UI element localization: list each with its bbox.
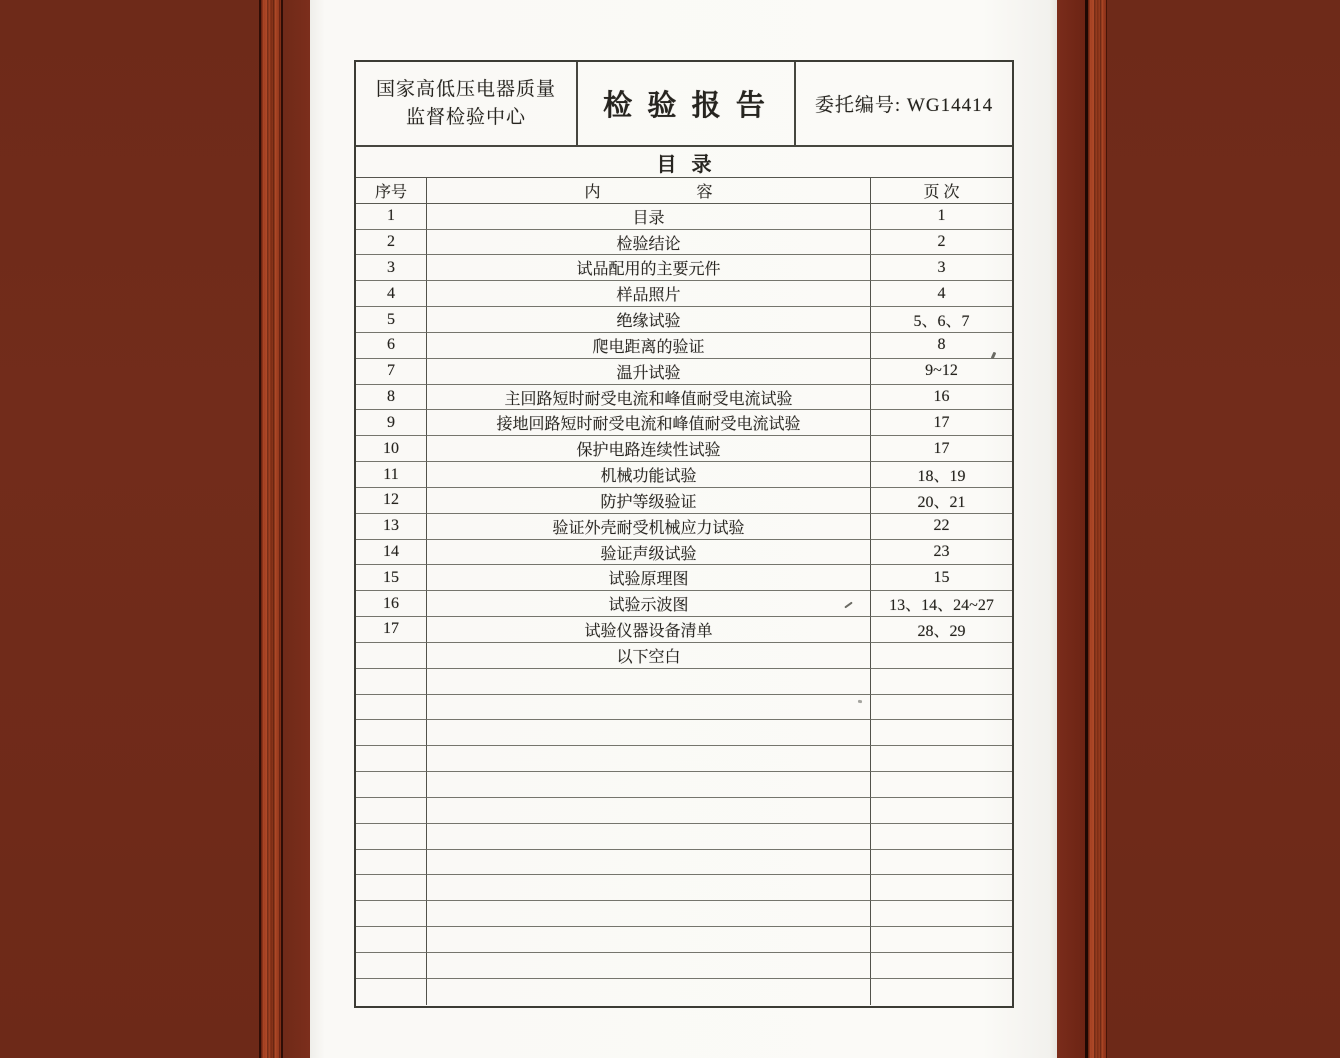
row-content <box>427 824 871 850</box>
row-content <box>427 901 871 927</box>
row-index <box>356 643 427 669</box>
toc-title-row <box>356 147 1012 178</box>
row-page <box>871 824 1012 850</box>
row-page: 17 <box>871 436 1012 462</box>
row-content: 机械功能试验 <box>427 462 871 488</box>
commission-number: 委托编号: WG14414 <box>814 95 994 116</box>
row-index <box>356 746 427 772</box>
row-content <box>427 746 871 772</box>
row-content: 验证声级试验 <box>427 540 871 566</box>
column-header-content: 内 容 <box>427 178 871 204</box>
report-header <box>356 62 1012 147</box>
row-content: 温升试验 <box>427 359 871 385</box>
row-content: 样品照片 <box>427 281 871 307</box>
row-index: 7 <box>356 359 427 385</box>
row-content: 试验仪器设备清单 <box>427 617 871 643</box>
frame-background-left <box>0 0 259 1058</box>
row-content: 主回路短时耐受电流和峰值耐受电流试验 <box>427 385 871 411</box>
row-index: 2 <box>356 230 427 256</box>
row-index <box>356 953 427 979</box>
row-page: 1 <box>871 204 1012 230</box>
row-index: 15 <box>356 565 427 591</box>
row-content: 绝缘试验 <box>427 307 871 333</box>
row-page: 16 <box>871 385 1012 411</box>
organization-name-line2: 监督检验中心 <box>405 106 526 128</box>
row-page <box>871 720 1012 746</box>
row-index <box>356 798 427 824</box>
row-page: 2 <box>871 230 1012 256</box>
row-index: 5 <box>356 307 427 333</box>
scan-artifact <box>858 700 862 704</box>
row-page: 13、14、24~27 <box>871 591 1012 617</box>
frame-wood-strip-right <box>1085 0 1107 1058</box>
commission-number-cell <box>796 62 1012 145</box>
row-content <box>427 875 871 901</box>
report-title-cell <box>578 62 796 145</box>
row-index: 6 <box>356 333 427 359</box>
row-index <box>356 979 427 1005</box>
row-index: 10 <box>356 436 427 462</box>
row-page <box>871 953 1012 979</box>
row-index: 13 <box>356 514 427 540</box>
row-page: 15 <box>871 565 1012 591</box>
row-index <box>356 850 427 876</box>
row-content: 验证外壳耐受机械应力试验 <box>427 514 871 540</box>
row-page: 20、21 <box>871 488 1012 514</box>
row-page: 5、6、7 <box>871 307 1012 333</box>
scanned-document-page <box>310 0 1057 1058</box>
issuing-organization <box>356 62 578 145</box>
row-index: 16 <box>356 591 427 617</box>
row-page <box>871 669 1012 695</box>
row-index: 4 <box>356 281 427 307</box>
row-index: 11 <box>356 462 427 488</box>
row-page <box>871 643 1012 669</box>
row-page <box>871 901 1012 927</box>
row-content <box>427 695 871 721</box>
row-index: 8 <box>356 385 427 411</box>
row-content <box>427 850 871 876</box>
row-index <box>356 669 427 695</box>
row-index <box>356 927 427 953</box>
row-content: 爬电距离的验证 <box>427 333 871 359</box>
row-page <box>871 798 1012 824</box>
row-index: 9 <box>356 410 427 436</box>
row-page <box>871 746 1012 772</box>
frame-inner-band-left <box>285 0 310 1058</box>
row-page <box>871 772 1012 798</box>
report-title: 检 验 报 告 <box>603 90 769 122</box>
row-content <box>427 720 871 746</box>
row-page: 18、19 <box>871 462 1012 488</box>
frame-wood-strip-left <box>259 0 283 1058</box>
row-page <box>871 850 1012 876</box>
organization-name-line1: 国家高低压电器质量 <box>375 78 556 100</box>
frame-background-right <box>1107 0 1340 1058</box>
column-header-page: 页 次 <box>871 178 1012 204</box>
row-content: 以下空白 <box>427 643 871 669</box>
frame-inner-band-right <box>1057 0 1085 1058</box>
row-content: 检验结论 <box>427 230 871 256</box>
row-content: 接地回路短时耐受电流和峰值耐受电流试验 <box>427 410 871 436</box>
row-content: 试品配用的主要元件 <box>427 255 871 281</box>
row-content: 试验原理图 <box>427 565 871 591</box>
row-index <box>356 720 427 746</box>
row-page <box>871 875 1012 901</box>
row-page: 28、29 <box>871 617 1012 643</box>
row-index: 14 <box>356 540 427 566</box>
toc-grid <box>356 178 1012 1005</box>
row-content: 保护电路连续性试验 <box>427 436 871 462</box>
row-index <box>356 824 427 850</box>
row-index <box>356 772 427 798</box>
row-page: 9~12 <box>871 359 1012 385</box>
row-content <box>427 772 871 798</box>
row-content: 目录 <box>427 204 871 230</box>
row-content: 防护等级验证 <box>427 488 871 514</box>
row-index <box>356 901 427 927</box>
toc-table <box>354 60 1014 1008</box>
row-page <box>871 695 1012 721</box>
row-index: 17 <box>356 617 427 643</box>
row-page: 23 <box>871 540 1012 566</box>
row-content: 试验示波图 <box>427 591 871 617</box>
row-page: 8 <box>871 333 1012 359</box>
row-index <box>356 695 427 721</box>
row-index: 3 <box>356 255 427 281</box>
row-page: 17 <box>871 410 1012 436</box>
row-index <box>356 875 427 901</box>
toc-title: 目 录 <box>656 153 712 176</box>
row-page <box>871 979 1012 1005</box>
column-header-index: 序号 <box>356 178 427 204</box>
row-page: 3 <box>871 255 1012 281</box>
row-content <box>427 927 871 953</box>
row-content <box>427 798 871 824</box>
row-page: 22 <box>871 514 1012 540</box>
row-content <box>427 669 871 695</box>
row-index: 12 <box>356 488 427 514</box>
row-index: 1 <box>356 204 427 230</box>
row-content <box>427 953 871 979</box>
row-page <box>871 927 1012 953</box>
row-content <box>427 979 871 1005</box>
row-page: 4 <box>871 281 1012 307</box>
